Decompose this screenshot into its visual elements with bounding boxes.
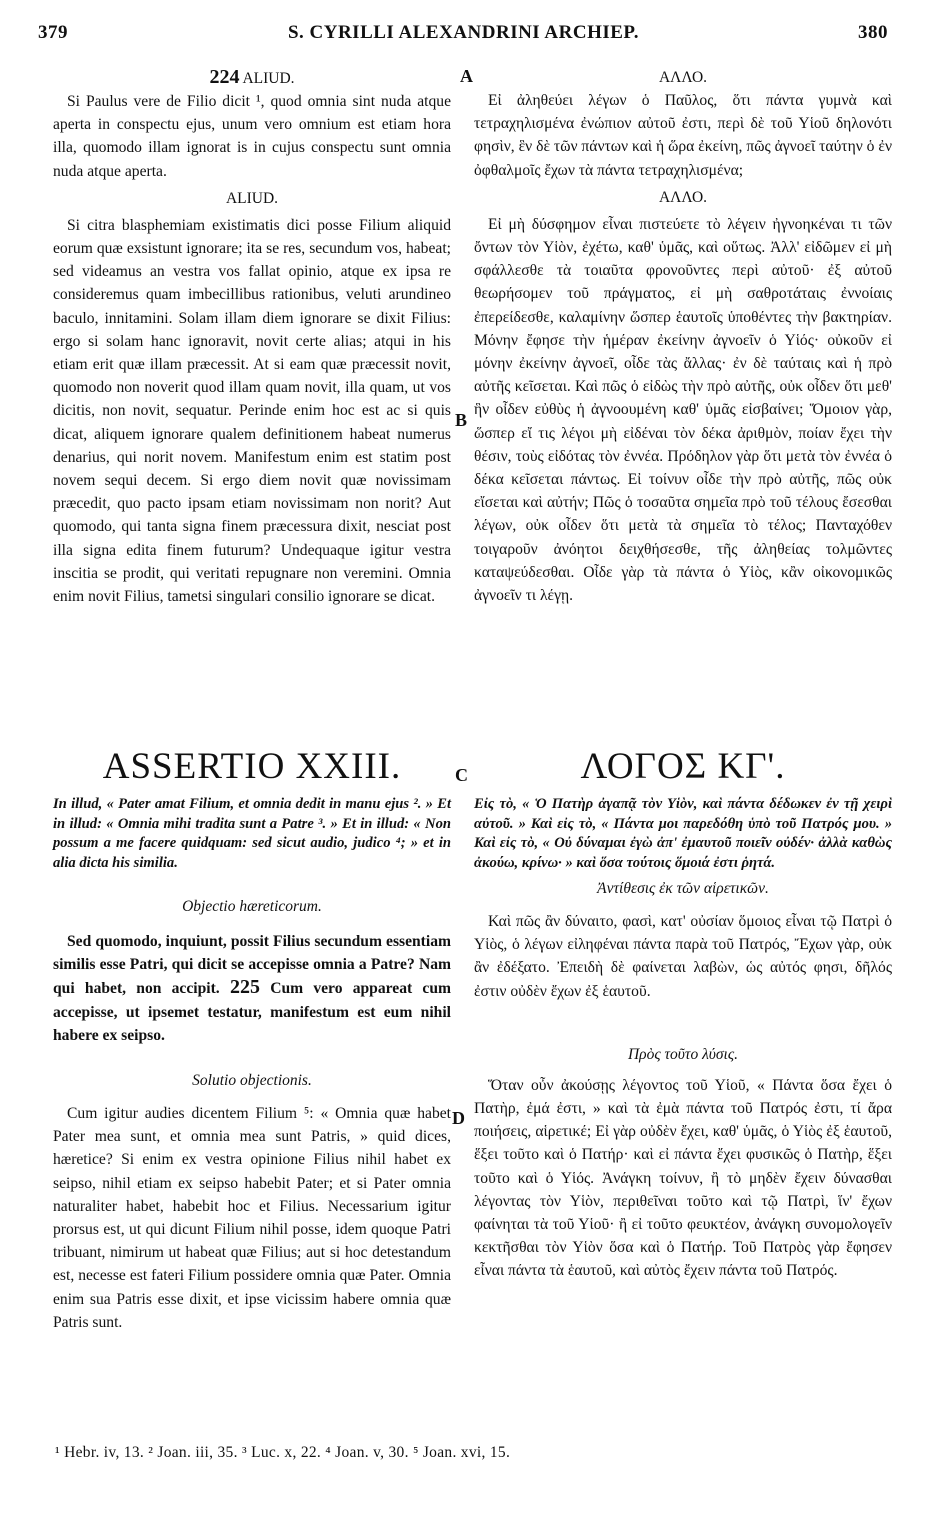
margin-letter-b: B [455, 410, 468, 430]
greek-paragraph-1: Εἰ ἀληθεύει λέγων ὁ Παῦλος, ὅτι πάντα γυμνὰ καὶ τετραχηλισμένα ἐνώπιον αὐτοῦ ἐστι, περὶ δὲ τοῦ Υἱοῦ δηλονότι φησὶν, ἓν δὲ τῶν πάντων καὶ ἡ ὥρα ἐκείνη, πῶς ἀγνοεῖ ταύτην ὁ ἐν ὀφθαλμοῖς ἔχων τὰ πάντα τετραχηλισμένα; [474, 92, 892, 179]
lysis-title: Πρὸς τοῦτο λύσις. [627, 1045, 739, 1063]
margin-letter-d: D [452, 1108, 465, 1128]
logos-title: ΛΟΓΟΣ ΚΓ'. [580, 746, 786, 787]
latin-heading-aliud-1: 224 ALIUD. [209, 66, 295, 88]
margin-letter-c: C [455, 765, 468, 785]
greek-column-bottom [474, 795, 892, 1283]
assertio-argument: In illud, « Pater amat Filium, et omnia dedit in manu ejus ². » Et in illud: « Omnia mihi tradita sunt a Patre ³. » Et in illud: « Non possum a me facere quidquam: sed sicut audio, judico ⁴; » et in alia dicta his similia. [53, 796, 451, 871]
solutio-title: Solutio objectionis. [192, 1072, 312, 1090]
lysis-text: Ὅταν οὖν ἀκούσῃς λέγοντος τοῦ Υἱοῦ, « Πάντα ὅσα ἔχει ὁ Πατὴρ, ἐμά ἐστι, » καὶ τὰ ἐμὰ πάντα τοῦ Πατρός ἐστι, τί ἄρα ποιήσεις, αἱρετικέ; Εἰ γὰρ οὐδὲν ἔχει, καθ' ὑμᾶς, ὁ Υἱὸς ἐξ ἑαυτοῦ, ἕξει τοῦτο καὶ ὁ Πατήρ· καὶ εἰ πάντα ἔχει φυσικῶς ὁ Πατὴρ, ἕξει τοῦτο καὶ ὁ Υἱός. Ἀνάγκη τοίνυν, ἢ τὸ μηδὲν ἔχειν δύνασθαι λέγοντας τὸν Υἱὸν, περιθεῖναι τοῦτο καὶ τῷ Πατρὶ, ἵν' ἔχων φαίνηται τὰ τοῦ Υἱοῦ· ἢ εἰ τοῦτο φευκτέον, ἀνάγκη συνομολογεῖν κεκτῆσθαι τὸν Υἱὸν ὅσα καὶ ὁ Πατήρ. Τοῦ Πατρὸς γὰρ ἔφησεν εἶναι πάντα τὰ ἑαυτοῦ, καὶ αὐτὸς ἔχειν πάντα τοῦ Πατρός. [474, 1076, 892, 1280]
objectio-title: Objectio hæreticorum. [182, 898, 322, 915]
greek-heading-allo-1: ΑΛΛΟ. [658, 69, 708, 86]
running-title: S. CYRILLI ALEXANDRINI ARCHIEP. [287, 22, 640, 43]
page-number-right: 380 [858, 22, 888, 43]
margin-letter-a: A [460, 66, 473, 86]
latin-paragraph-1: Si Paulus vere de Filio dicit ¹, quod omnia sint nuda atque aperta in conspectu ejus, unum vero omnium est etiam hora illa, quomodo illam ignorat is in cujus conspectu sunt omnia nuda atque aperta. [53, 93, 451, 180]
latin-heading-aliud-2: ALIUD. [225, 189, 279, 207]
footnotes: ¹ Hebr. iv, 13. ² Joan. iii, 35. ³ Luc. x, 22. ⁴ Joan. v, 30. ⁵ Joan. xvi, 15. [55, 1444, 511, 1461]
page-number-left: 379 [38, 22, 68, 43]
column-number-224: 224 [209, 66, 240, 88]
solutio-text: Cum igitur audies dicentem Filium ⁵: « Omnia quæ habet Pater mea sunt, et omnia mea sunt Patris, » quid dices, hæretice? Si enim ex vestra opinione Filius nihil habet ex seipso, nihil etiam ex seipso habebit Pater; et si Pater omnia naturaliter habet, habebit hoc et Filius. Necessarium igitur prorsus est, ut qui dicunt Filium nihil posse, idem quoque Patri tribuant, nimirum ut habeat quæ Filius; aut si hoc detestandum est, necesse est fateri Filium possidere omnia quæ Pater. Omnia enim sua Patris esse dixit, et ipse vicissim habere omnia quæ Patris sunt. [53, 1105, 451, 1331]
objectio-text: Sed quomodo, inquiunt, possit Filius secundum essentiam similis esse Patri, qui dicit se accepisse omnia a Patre? Nam qui habet, non accipit. 225 Cum vero appareat cum accepisse, ut ipsemet testatur, manifestum est eum nihil habere ex seipso. [53, 933, 452, 1044]
assertio-title: ASSERTIO XXIII. [102, 746, 402, 787]
logos-argument: Εἰς τὸ, « Ὁ Πατὴρ ἀγαπᾷ τὸν Υἱὸν, καὶ πάντα δέδωκεν ἐν τῇ χειρὶ αὐτοῦ. » Καὶ εἰς τὸ, « Πάντα μοι παρεδόθη ὑπὸ τοῦ Πατρός μου. » Καὶ εἰς τὸ, « Οὐ δύναμαι ἐγὼ ἀπ' ἐμαυτοῦ ποιεῖν οὐδέν· ἀλλὰ καθὼς ἀκούω, κρίνω· » καὶ ὅσα τούτοις ὅμοιά ἐστι ῥητά. [474, 796, 892, 871]
latin-paragraph-2: Si citra blasphemiam existimatis dici posse Filium aliquid eorum quæ exsistunt ignorare; ita se res, secundum vos, habeat; sed videamus an vestra vos fallat opinio, atque ex ipsa re consideremus quam imbecillibus rationibus, veluti arundineo baculo, innitamini. Solam illam diem ignorare se dixit Filius: ergo si solam hanc ignoravit, novit certe alias; atqui in his etiam erit quæ illam præcessit. At si eam quæ præcessit novit, quomodo non noverit quod illam quam novit, illa quam, ut vos dicitis, non novit, sequatur. Perinde enim hoc est ac si quis dicat, aliquem ignorare qualem definitionem habeat numerus denarius, qui norit novem. Manifestum enim est statim post novem sequi decem. Si ergo diem novit quæ novissimam præcedit, quo pacto ipsam etiam novissimam non norit? Aut quomodo, qui tanta signa finem præcessura dixit, nesciat post illa signa edita finem futurum? Undequaque igitur vestra inscitia se prodit, qui veritati repugnare non veremini. Omnia enim novit Filius, tametsi singulari consilio ignorare se dicat. [53, 216, 451, 606]
antithesis-title: Ἀντίθεσις ἐκ τῶν αἱρετικῶν. [597, 880, 769, 897]
antithesis-text: Καὶ πῶς ἂν δύναιτο, φασὶ, κατ' οὐσίαν ὅμοιος εἶναι τῷ Πατρὶ ὁ Υἱὸς, ὁ λέγων εἰληφέναι πάντα παρὰ τοῦ Πατρός, Ἔχων γὰρ, οὐκ ἂν ἐδέξατο. Ἐπειδὴ δὲ φαίνεται λαβὼν, ὡς αὐτός φησι, δῆλός ἐστιν οὐδὲν ἔχων ἐξ ἑαυτοῦ. [474, 913, 892, 1000]
column-number-225: 225 [229, 976, 260, 999]
latin-column-bottom [53, 795, 451, 1334]
greek-heading-allo-2: ΑΛΛΟ. [658, 188, 708, 206]
latin-column-top [53, 66, 451, 608]
greek-paragraph-2: Εἰ μὴ δύσφημον εἶναι πιστεύετε τὸ λέγειν ἠγνοηκέναι τι τῶν ὄντων τὸν Υἱὸν, ἐχέτω, καθ' ὑμᾶς, καὶ οὕτως. Ἀλλ' εἰδῶμεν εἰ μὴ σφάλλεσθε τὰ τοιαῦτα φρονοῦντες περὶ αὐτοῦ· ἐξ αὐτοῦ θεωρήσομεν τοῦ πράγματος, εἰ μὴ σαθροτάταις ἐννοίαις ἐπερείδεσθε, καλαμίνην ὥσπερ ἑαυτοῖς ὑποθέντες τὴν βακτηρίαν. Μόνην ἔφησε τὴν ἡμέραν ἐκείνην ἀγνοεῖν ὁ Υἱός· οὐκοῦν εἰ μόνην ἐκείνην ἀγνοεῖ, οἶδε τὰς ἄλλας· ἐν δὲ ταύταις καὶ ἡ πρὸ αὐτῆς κεῖσεται. Καὶ πῶς ὁ εἰδὼς τὴν πρὸ αὐτῆς, οὐκ οἶδεν ὅτι μεθ' ἣν οἶδεν εὐθὺς ἡ ἀγνοουμένη καθ' ὑμᾶς εἰσβαίνει; Ὅμοιον γὰρ, ὥσπερ εἴ τις λέγοι μὴ εἰδέναι τὸν δέκα ἀριθμὸν, ποίαν ἔχει τὴν θέσιν, τοὺς εἰδότας τὸν ἐννέα. Πρόδηλον γὰρ ὅτι μετὰ τὸν ἐννέα ὁ δέκα κεῖσεται πάντως. Εἰ τοίνυν οἶδε τὴν πρὸ αὐτῆς, πῶς οὐκ εἴσεται καὶ αὐτήν; Πῶς ὁ τοσαῦτα σημεῖα πρὸ τοῦ τέλους ἔσεσθαι λέγων, οὐκ οἶδεν ὅτι μετὰ τὰ σημεῖα τὸ τέλος; Πανταχόθεν τοιγαροῦν ἀνόητοι δειχθήσεσθε, τῆς ἀληθείας τολμῶντες καταψεύδεσθαι. Οἶδε γὰρ τὰ πάντα ὁ Υἱὸς, κἂν οἰκονομικῶς ἀγνοεῖν τι λέγῃ. [474, 215, 892, 605]
greek-column-top [474, 66, 892, 607]
